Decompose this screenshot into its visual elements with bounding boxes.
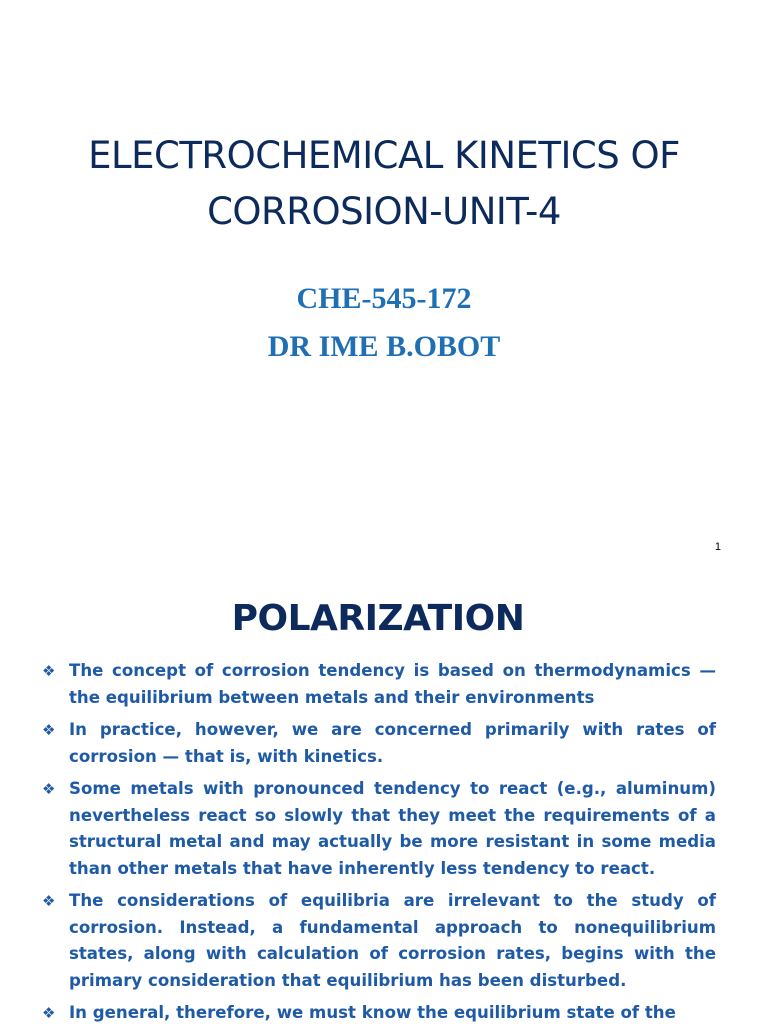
slide-main-title bbox=[0, 128, 768, 240]
diamond-bullet-icon: ❖ bbox=[42, 780, 56, 798]
diamond-bullet-icon: ❖ bbox=[42, 721, 56, 739]
diamond-bullet-icon: ❖ bbox=[42, 1004, 56, 1022]
bullet-text: Some metals with pronounced tendency to react (e.g., aluminum) nevertheless react so slowly that they meet the requirements of a structural metal and may actually be more resistant in some media than other metals that have inherently less tendency to react. bbox=[69, 779, 716, 878]
list-item bbox=[42, 658, 716, 711]
page-number: 1 bbox=[714, 541, 721, 553]
bullet-list bbox=[42, 658, 716, 1024]
diamond-bullet-icon: ❖ bbox=[42, 892, 56, 910]
title-line-1: ELECTROCHEMICAL KINETICS OF bbox=[88, 134, 680, 177]
bullet-text: The concept of corrosion tendency is based on thermodynamics — the equilibrium between metals and their environments bbox=[69, 661, 716, 707]
list-item bbox=[42, 717, 716, 770]
title-line-2: CORROSION-UNIT-4 bbox=[207, 190, 561, 233]
list-item bbox=[42, 776, 716, 882]
course-code: CHE-545-172 bbox=[296, 282, 472, 315]
author-name: DR IME B.OBOT bbox=[267, 330, 501, 363]
list-item bbox=[42, 1000, 716, 1024]
section-title: POLARIZATION bbox=[231, 598, 525, 639]
list-item bbox=[42, 888, 716, 994]
diamond-bullet-icon: ❖ bbox=[42, 662, 56, 680]
bullet-text: The considerations of equilibria are irrelevant to the study of corrosion. Instead, a fundamental approach to nonequilibrium states, along with calculation of corrosion rates, begins with the primary consideration that equilibrium has been disturbed. bbox=[69, 891, 716, 990]
bullet-text: In general, therefore, we must know the equilibrium state of the bbox=[69, 1003, 676, 1022]
slide-polarization bbox=[0, 576, 768, 1024]
bullet-text: In practice, however, we are concerned primarily with rates of corrosion — that is, with kinetics. bbox=[69, 720, 716, 766]
